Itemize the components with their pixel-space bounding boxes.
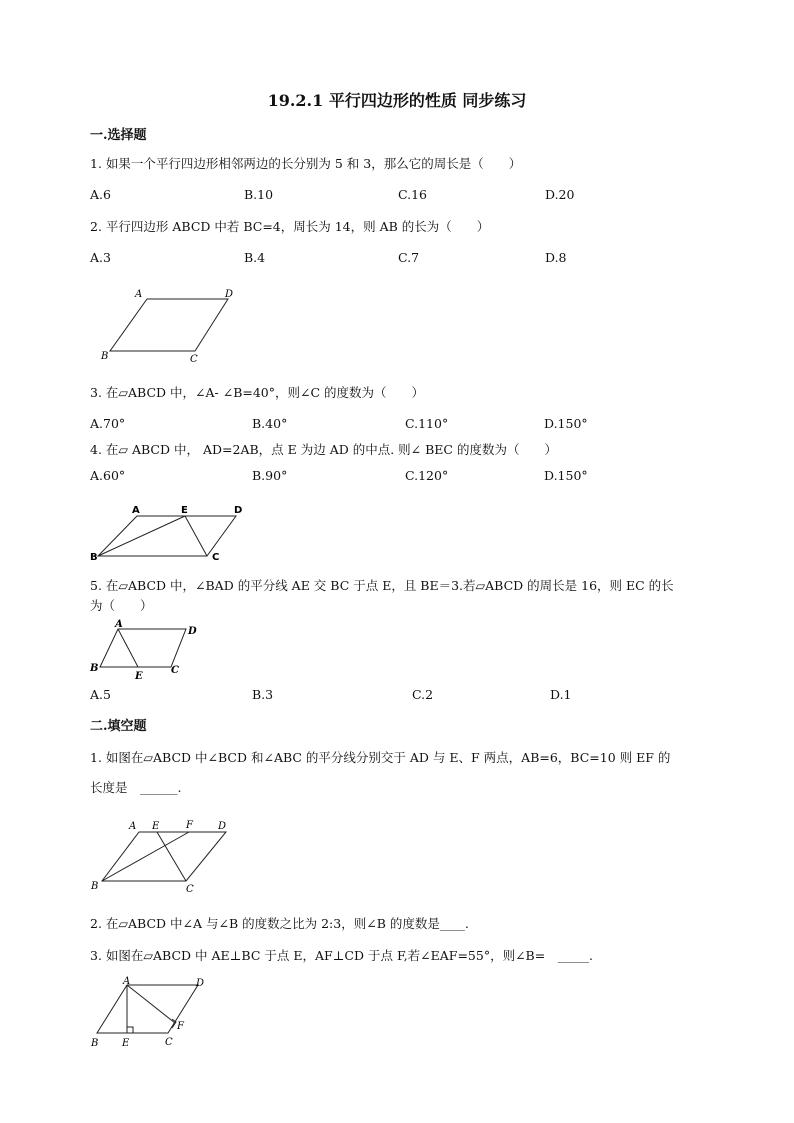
fig-label-a: A: [129, 821, 137, 832]
fig-label-c: C: [171, 665, 179, 676]
q3-option-b: B.40°: [252, 416, 288, 431]
fig-label-c: C: [186, 884, 194, 895]
question-5-stem-line2: 为（ ）: [90, 598, 153, 613]
fig-label-b: B: [90, 552, 98, 563]
fig-label-d: D: [225, 289, 234, 300]
q3-option-a: A.70°: [90, 416, 126, 431]
page-title: 19.2.1 平行四边形的性质 同步练习: [267, 91, 527, 110]
fig-label-e: E: [135, 671, 143, 682]
q3-option-c: C.110°: [405, 416, 449, 431]
question-5-stem-line1: 5. 在▱ABCD 中，∠BAD 的平分线 AE 交 BC 于点 E，且 BE＝3.若▱ABCD 的周长是 16，则 EC 的长: [90, 578, 674, 593]
fig-label-c: C: [165, 1037, 173, 1048]
fig-label-f: F: [177, 1021, 184, 1032]
fig-label-b: B: [91, 1038, 99, 1049]
question-3-stem: 3. 在▱ABCD 中，∠A- ∠B=40°，则∠C 的度数为（ ）: [90, 385, 425, 400]
q1-option-b: B.10: [244, 187, 274, 202]
q4-option-a: A.60°: [90, 468, 126, 483]
q5-parallelogram-figure: [88, 617, 218, 683]
q2-option-b: B.4: [244, 250, 266, 265]
fig-label-d: D: [234, 505, 243, 516]
q1-option-c: C.16: [398, 187, 427, 202]
fig-label-b: B: [101, 351, 109, 362]
q2-option-c: C.7: [398, 250, 420, 265]
q2-option-a: A.3: [90, 250, 111, 265]
fig-label-a: A: [135, 289, 143, 300]
fill-2-stem: 2. 在▱ABCD 中∠A 与∠B 的度数之比为 2:3，则∠B 的度数是____.: [90, 916, 469, 931]
fig-label-a: A: [123, 976, 131, 987]
question-2-stem: 2. 平行四边形 ABCD 中若 BC=4，周长为 14，则 AB 的长为（ ）: [90, 219, 490, 234]
fig-label-e: E: [181, 505, 188, 516]
q4-option-d: D.150°: [544, 468, 588, 483]
q2-option-d: D.8: [545, 250, 567, 265]
q3-option-d: D.150°: [544, 416, 588, 431]
fig-label-b: B: [90, 663, 99, 674]
question-1-stem: 1. 如果一个平行四边形相邻两边的长分别为 5 和 3，那么它的周长是（ ）: [90, 156, 522, 171]
fig-label-c: C: [212, 552, 220, 563]
fig-label-e: E: [152, 821, 160, 832]
q2-parallelogram-figure: [95, 282, 255, 370]
section-heading-choice: 一.选择题: [90, 128, 147, 143]
f3-parallelogram-figure: [88, 975, 218, 1050]
fig-label-a: A: [115, 619, 123, 630]
fig-label-d: D: [196, 978, 205, 989]
fig-label-b: B: [91, 881, 99, 892]
fig-label-e: E: [122, 1038, 130, 1049]
q1-option-d: D.20: [545, 187, 575, 202]
q5-option-c: C.2: [412, 687, 434, 702]
f1-parallelogram-figure: [88, 815, 238, 897]
q4-parallelogram-figure: [88, 500, 258, 568]
q4-option-c: C.120°: [405, 468, 449, 483]
section-heading-fill: 二.填空题: [90, 719, 147, 734]
fig-label-a: A: [132, 505, 140, 516]
q5-option-a: A.5: [90, 687, 111, 702]
q5-option-b: B.3: [252, 687, 274, 702]
q1-option-a: A.6: [90, 187, 111, 202]
fill-1-stem-line1: 1. 如图在▱ABCD 中∠BCD 和∠ABC 的平分线分别交于 AD 与 E、F 两点，AB=6，BC=10 则 EF 的: [90, 750, 671, 765]
fig-label-d: D: [188, 626, 197, 637]
fig-label-d: D: [218, 821, 227, 832]
q4-option-b: B.90°: [252, 468, 288, 483]
question-4-stem: 4. 在▱ ABCD 中， AD=2AB，点 E 为边 AD 的中点. 则∠ BEC 的度数为（ ）: [90, 442, 557, 457]
fill-1-stem-line2: 长度是 ______.: [90, 780, 182, 795]
fill-3-stem: 3. 如图在▱ABCD 中 AE⊥BC 于点 E，AF⊥CD 于点 F,若∠EAF=55°，则∠B= _____.: [90, 948, 593, 963]
fig-label-f: F: [186, 820, 193, 831]
fig-label-c: C: [190, 354, 198, 365]
q5-option-d: D.1: [550, 687, 572, 702]
